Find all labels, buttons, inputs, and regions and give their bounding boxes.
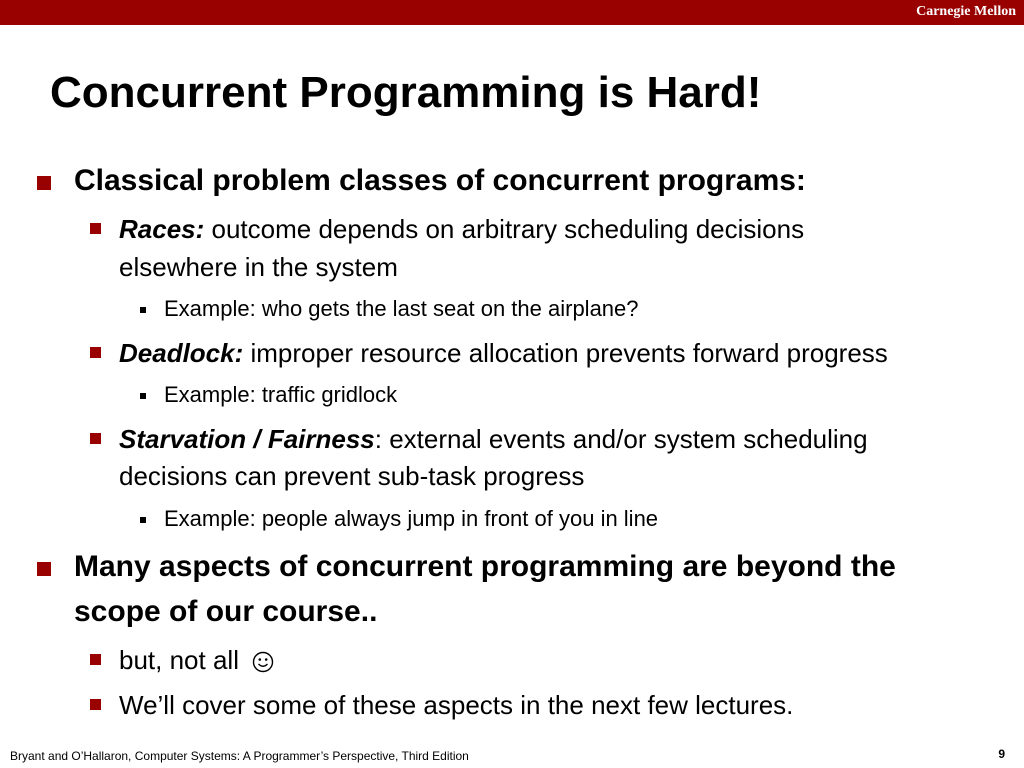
bullet-beyond-scope-continued <box>74 590 377 634</box>
deadlock-description: improper resource allocation prevents forward progress <box>250 338 888 368</box>
header-bar <box>0 0 1024 25</box>
bullet-text: Many aspects of concurrent programming are beyond the <box>74 550 896 583</box>
example-gridlock <box>164 380 397 410</box>
bullet-problem-classes <box>74 159 806 203</box>
square-bullet-icon <box>90 654 101 665</box>
subbullet-races-continued <box>119 248 398 286</box>
small-square-bullet-icon <box>140 307 146 313</box>
bullet-beyond-scope <box>74 545 896 589</box>
subbullet-not-all <box>119 641 274 679</box>
starvation-description: : external events and/or system scheduling <box>374 424 868 454</box>
example-text: Example: people always jump in front of you in line <box>164 506 659 531</box>
brand-label: Carnegie Mellon <box>916 4 1016 19</box>
bullet-text-cont: scope of our course.. <box>74 595 378 628</box>
example-line-jumping <box>164 504 658 534</box>
square-bullet-icon <box>90 699 101 710</box>
page-number: 9 <box>998 747 1005 761</box>
example-text: Example: who gets the last seat on the airplane? <box>164 296 639 321</box>
square-bullet-icon <box>90 433 101 444</box>
example-airplane <box>164 294 639 324</box>
footer-citation: Bryant and O’Hallaron, Computer Systems: A Programmer’s Perspective, Third Edition <box>10 749 469 763</box>
bullet-text: Classical problem classes of concurrent programs: <box>74 164 806 197</box>
subbullet-starvation-continued <box>119 457 584 495</box>
square-bullet-icon <box>90 223 101 234</box>
subbullet-next-lectures <box>119 686 793 724</box>
example-text: Example: traffic gridlock <box>164 382 398 407</box>
small-square-bullet-icon <box>140 517 146 523</box>
square-bullet-icon <box>90 347 101 358</box>
square-bullet-icon <box>37 176 51 190</box>
starvation-description-cont: decisions can prevent sub-task progress <box>119 461 585 491</box>
subbullet-starvation <box>119 420 868 458</box>
small-square-bullet-icon <box>140 393 146 399</box>
smiley-face-icon <box>252 651 274 673</box>
slide-title: Concurrent Programming is Hard! <box>50 68 762 117</box>
subbullet-deadlock <box>119 334 888 372</box>
term-deadlock: Deadlock: <box>119 338 244 368</box>
term-races: Races: <box>119 214 205 244</box>
next-lectures-text: We’ll cover some of these aspects in the next few lectures. <box>119 690 794 720</box>
term-starvation: Starvation / Fairness <box>119 424 375 454</box>
races-description: outcome depends on arbitrary scheduling decisions <box>211 214 805 244</box>
square-bullet-icon <box>37 562 51 576</box>
races-description-cont: elsewhere in the system <box>119 252 398 282</box>
not-all-text: but, not all <box>119 645 239 675</box>
subbullet-races <box>119 210 804 248</box>
